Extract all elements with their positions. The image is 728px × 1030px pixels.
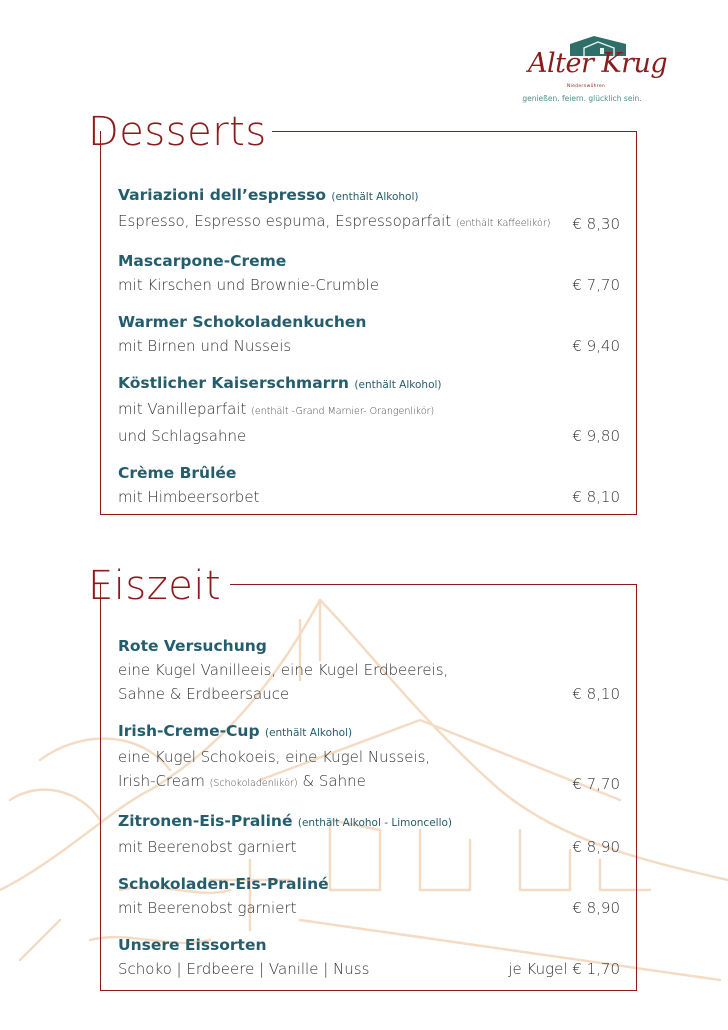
item-name: Warmer Schokoladenkuchen (118, 313, 367, 331)
item-note: (enthält Alkohol - Limoncello) (297, 817, 453, 829)
menu-item (118, 809, 620, 859)
item-price: je Kugel € 1,70 (508, 960, 620, 978)
item-price: € 8,10 (572, 685, 620, 703)
item-note: (enthält Alkohol) (264, 727, 353, 739)
item-name: Köstlicher Kaiserschmarrn (118, 374, 349, 392)
item-description: eine Kugel Schokoeis, eine Kugel Nusseis, (118, 748, 431, 766)
item-description-note: (enthält Kaffeelikör) (455, 218, 551, 229)
logo-wordmark: Alter Krug (528, 48, 668, 79)
item-description: mit Birnen und Nusseis (118, 337, 292, 355)
item-price: € 7,70 (572, 276, 620, 294)
menu-item (118, 371, 620, 448)
desserts-box (100, 131, 637, 515)
logo-location: Niedernwöhren (566, 84, 606, 89)
item-description-line2: Sahne & Erdbeersauce (118, 685, 290, 703)
item-name: Schokoladen-Eis-Praliné (118, 875, 329, 893)
item-name: Rote Versuchung (118, 637, 267, 655)
item-description: Schoko | Erdbeere | Vanille | Nuss (118, 960, 370, 978)
item-price: € 8,30 (572, 215, 620, 233)
item-description: eine Kugel Vanilleeis, eine Kugel Erdbeereis, (118, 661, 449, 679)
item-description: mit Himbeersorbet (118, 488, 260, 506)
item-name: Mascarpone-Creme (118, 252, 287, 270)
item-note: (enthält Alkohol) (331, 191, 419, 203)
menu-item (118, 461, 620, 509)
item-description-line2: und Schlagsahne (118, 427, 247, 445)
item-description: mit Beerenobst garniert (118, 899, 297, 917)
menu-item (118, 933, 620, 981)
eiszeit-box (100, 584, 637, 991)
menu-item (118, 634, 620, 706)
item-description: Espresso, Espresso espuma, Espressoparfait (118, 212, 452, 230)
eiszeit-title: Eiszeit (88, 563, 222, 609)
item-price: € 9,40 (572, 337, 620, 355)
item-name: Irish-Creme-Cup (118, 722, 260, 740)
item-price: € 8,90 (572, 899, 620, 917)
item-name: Crème Brûlée (118, 464, 237, 482)
item-price: € 9,80 (572, 427, 620, 445)
menu-item (118, 310, 620, 358)
item-description: mit Kirschen und Brownie-Crumble (118, 276, 380, 294)
item-name: Variazioni dell’espresso (118, 186, 326, 204)
item-description-line2-end: & Sahne (302, 772, 366, 790)
item-note: (enthält Alkohol) (354, 379, 442, 391)
item-description-line2: Irish-Cream (118, 772, 205, 790)
item-name: Unsere Eissorten (118, 936, 267, 954)
item-description-note: (enthält -Grand Marnier- Orangenlikör) (251, 406, 435, 417)
logo-tagline: genießen. feiern. glücklich sein. (522, 94, 642, 103)
restaurant-logo (522, 34, 668, 112)
menu-item (118, 249, 620, 297)
item-price: € 8,10 (572, 488, 620, 506)
item-price: € 8,90 (572, 838, 620, 856)
item-description-note: (Schokoladenlikör) (209, 778, 298, 789)
item-description: mit Vanilleparfait (118, 400, 247, 418)
menu-item (118, 872, 620, 920)
menu-item (118, 183, 620, 236)
desserts-title: Desserts (88, 109, 267, 155)
item-price: € 7,70 (572, 775, 620, 793)
item-description: mit Beerenobst garniert (118, 838, 297, 856)
menu-item (118, 719, 620, 796)
item-name: Zitronen-Eis-Praliné (118, 812, 293, 830)
